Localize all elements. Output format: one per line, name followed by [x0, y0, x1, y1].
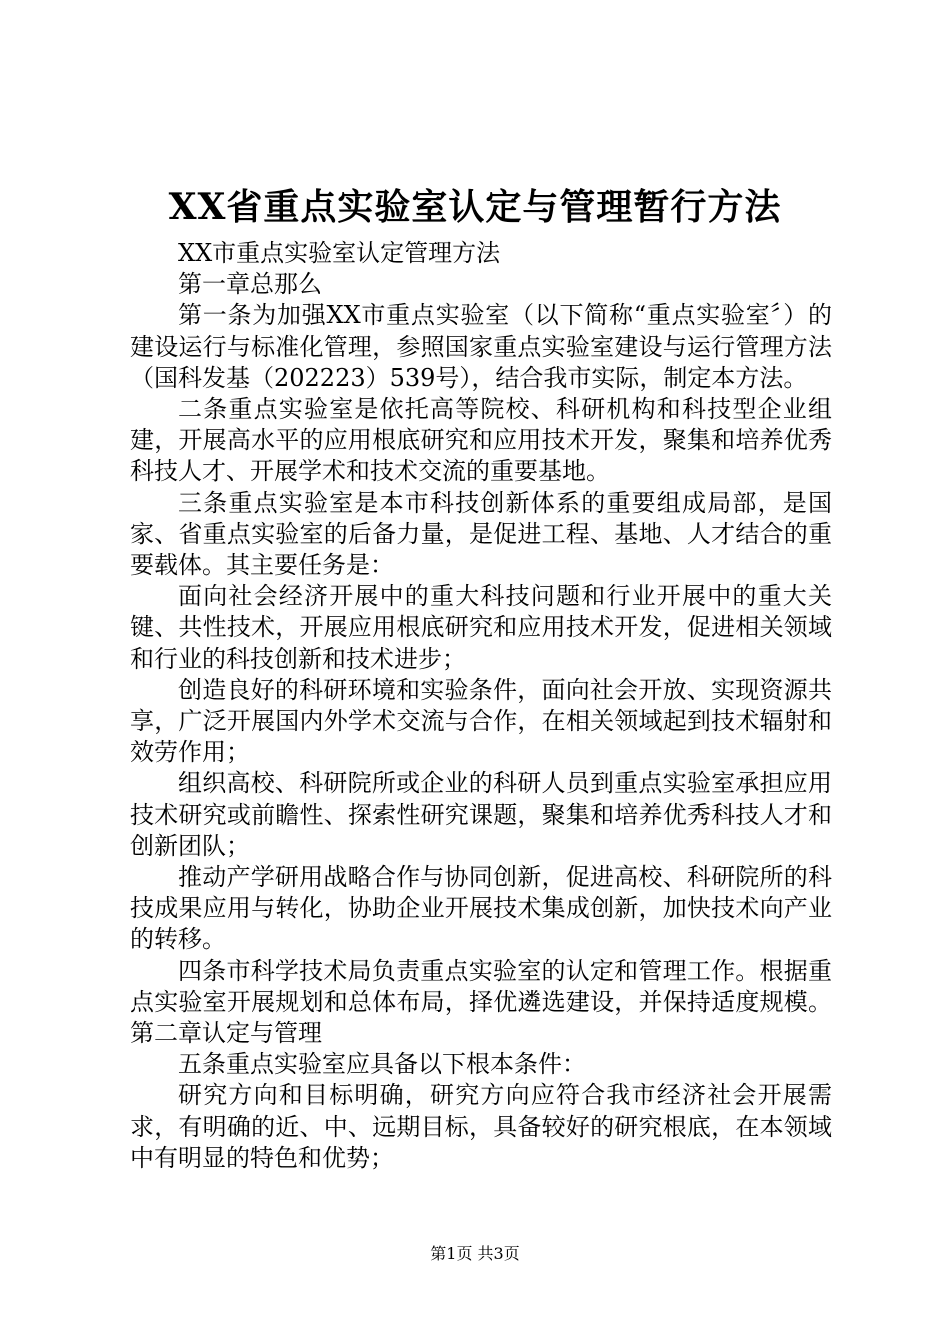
- body-paragraph: 三条重点实验室是本市科技创新体系的重要组成局部，是国家、省重点实验室的后备力量，是促进工程、基地、人才结合的重要载体。其主要任务是：: [130, 488, 832, 580]
- document-title: XX省重点实验室认定与管理暂行方法: [168, 186, 782, 228]
- document-body: [130, 238, 832, 1174]
- body-paragraph: 二条重点实验室是依托高等院校、科研机构和科技型企业组建，开展高水平的应用根底研究和应用技术开发，聚集和培养优秀科技人才、开展学术和技术交流的重要基地。: [130, 395, 832, 486]
- body-paragraph: 四条市科学技术局负责重点实验室的认定和管理工作。根据重点实验室开展规划和总体布局，择优遴选建设，并保持适度规模。第二章认定与管理: [130, 956, 832, 1048]
- body-paragraph: XX市重点实验室认定管理方法: [178, 239, 501, 267]
- body-paragraph: 推动产学研用战略合作与协同创新，促进高校、科研院所的科技成果应用与转化，协助企业开展技术集成创新，加快技术向产业的转移。: [130, 863, 832, 954]
- body-paragraph: 第一条为加强XX市重点实验室（以下简称“重点实验室〞）的建设运行与标准化管理，参照国家重点实验室建设与运行管理方法（国科发基（202223）539号），结合我市实际，制定本方法。: [130, 301, 832, 392]
- body-paragraph: 研究方向和目标明确，研究方向应符合我市经济社会开展需求，有明确的近、中、远期目标，具备较好的研究根底，在本领域中有明显的特色和优势；: [130, 1081, 832, 1172]
- body-paragraph: 五条重点实验室应具备以下根本条件：: [178, 1050, 586, 1079]
- page-footer: 第1页 共3页: [430, 1244, 520, 1263]
- body-paragraph: 创造良好的科研环境和实验条件，面向社会开放、实现资源共享，广泛开展国内外学术交流与合作，在相关领域起到技术辐射和效劳作用；: [130, 675, 832, 767]
- body-paragraph: 面向社会经济开展中的重大科技问题和行业开展中的重大关键、共性技术，开展应用根底研究和应用技术开发，促进相关领域和行业的科技创新和技术进步；: [130, 582, 832, 673]
- body-paragraph: 组织高校、科研院所或企业的科研人员到重点实验室承担应用技术研究或前瞻性、探索性研究课题，聚集和培养优秀科技人才和创新团队；: [130, 769, 832, 860]
- body-paragraph: 第一章总那么: [178, 270, 322, 299]
